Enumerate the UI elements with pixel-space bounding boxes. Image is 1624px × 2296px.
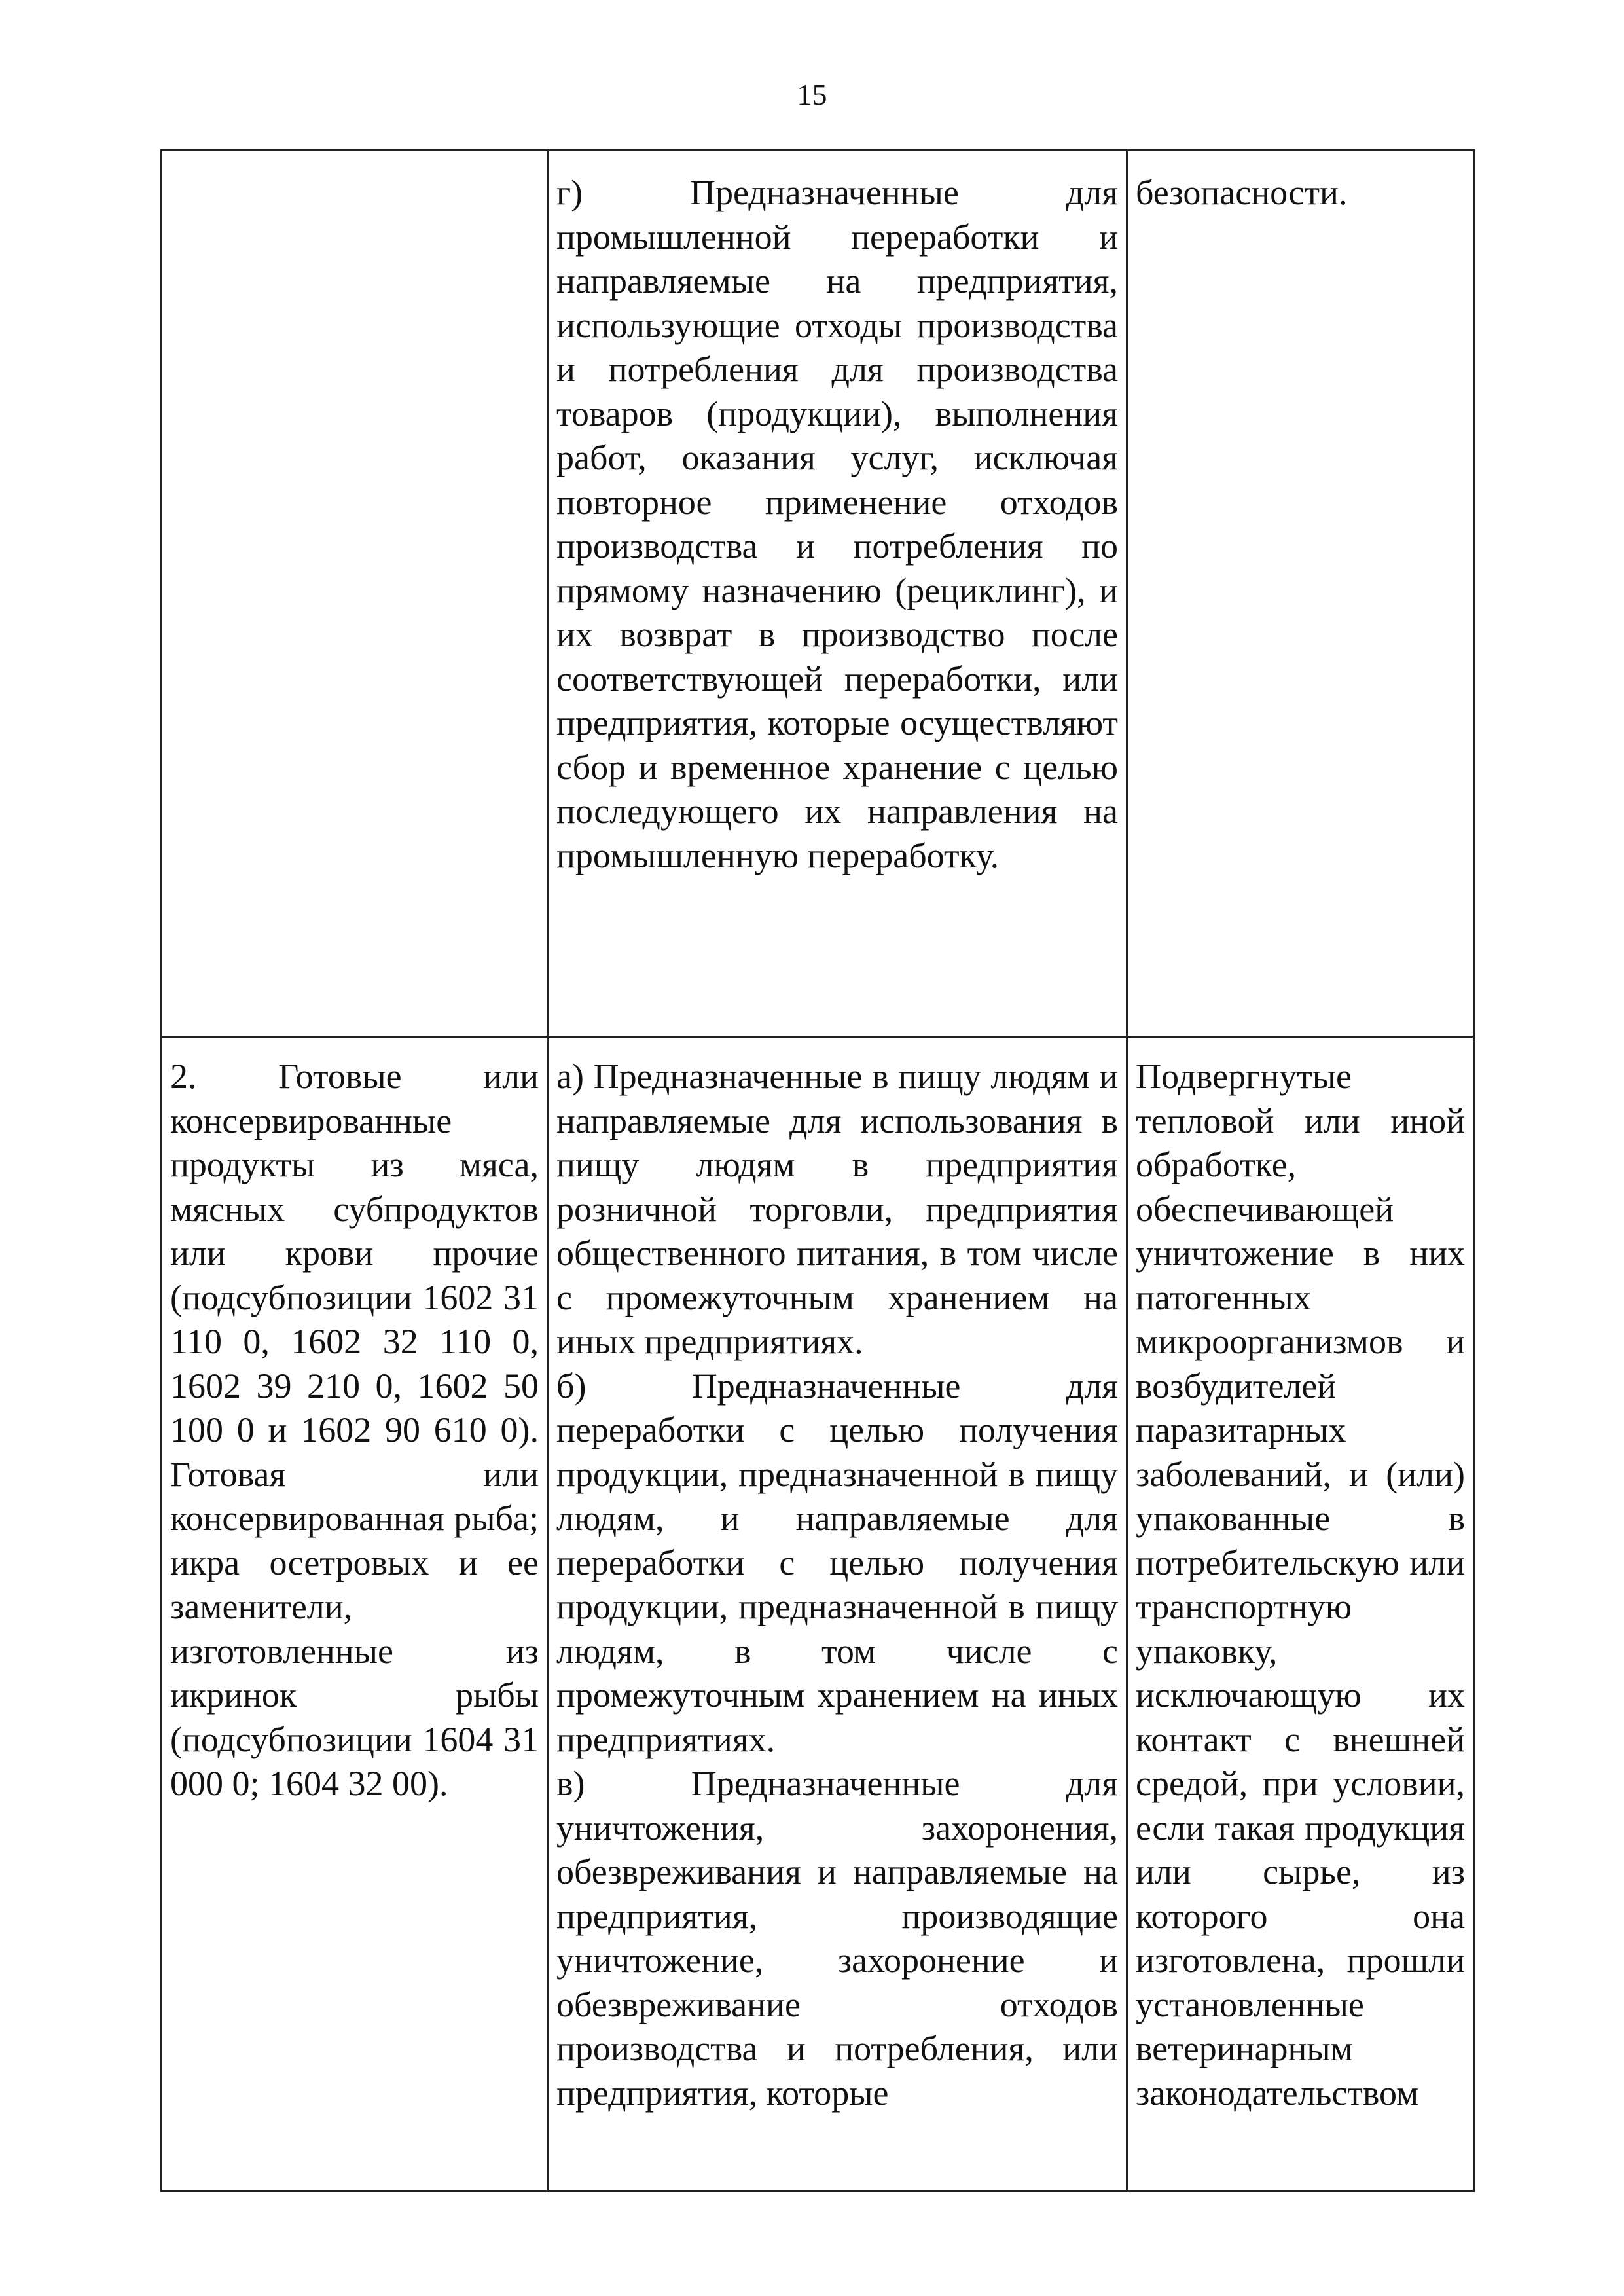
table-cell-condition: безопасности. [1127,151,1474,1037]
regulation-table [160,149,1475,2192]
purpose-paragraph-g: г) Предназначенные для промышленной переработки и направляемые на предприятия, использующие отходы производства и потребления для производства товаров (продукции), выполнения работ, оказания услуг, исключая повторное применение отходов производства и потребления по прямому назначению (рециклинг), и их возврат в производство после соответствующей переработки, или предприятия, которые осуществляют сбор и временное хранение с целью последующего их направления на промышленную переработку. [556,173,1118,875]
purpose-paragraph-a: а) Предназначенные в пищу людям и направляемые для использования в пищу людям в предприятия розничной торговли, предприятия общественного питания, в том числе с промежуточным хранением на иных предприятиях. [556,1057,1118,1361]
table-cell-condition: Подвергнутые тепловой или иной обработке, обеспечивающей уничтожение в них патогенных микроорганизмов и возбудителей паразитарных заболеваний, и (или) упакованные в потребительскую или транспортную упаковку, исключающую их контакт с внешней средой, при условии, если такая продукция или сырье, из которого она изготовлена, прошли установленные ветеринарным законодательством [1127,1037,1474,2191]
table-row [162,151,1474,1037]
table-row [162,1037,1474,2191]
purpose-paragraph-v: в) Предназначенные для уничтожения, захоронения, обезвреживания и направляемые на предприятия, производящие уничтожение, захоронение и обезвреживание отходов производства и потребления, или предприятия, которые [556,1764,1118,2113]
purpose-paragraph-b: б) Предназначенные для переработки с целью получения продукции, предназначенной в пищу людям, и направляемые для переработки с целью получения продукции, предназначенной в пищу людям, в том числе с промежуточным хранением на иных предприятиях. [556,1366,1118,1759]
table-cell-product: 2. Готовые или консервированные продукты из мяса, мясных субпродуктов или крови прочие (подсубпозиции 1602 31 110 0, 1602 32 110 0, 1602 39 210 0, 1602 50 100 0 и 1602 90 610 0). Готовая или консервированная рыба; икра осетровых и ее заменители, изготовленные из икринок рыбы (подсубпозиции 1604 31 000 0; 1604 32 00). [162,1037,548,2191]
page-number: 15 [797,78,827,111]
table-cell-purpose [548,1037,1127,2191]
table-cell-purpose [548,151,1127,1037]
table-cell-product [162,151,548,1037]
